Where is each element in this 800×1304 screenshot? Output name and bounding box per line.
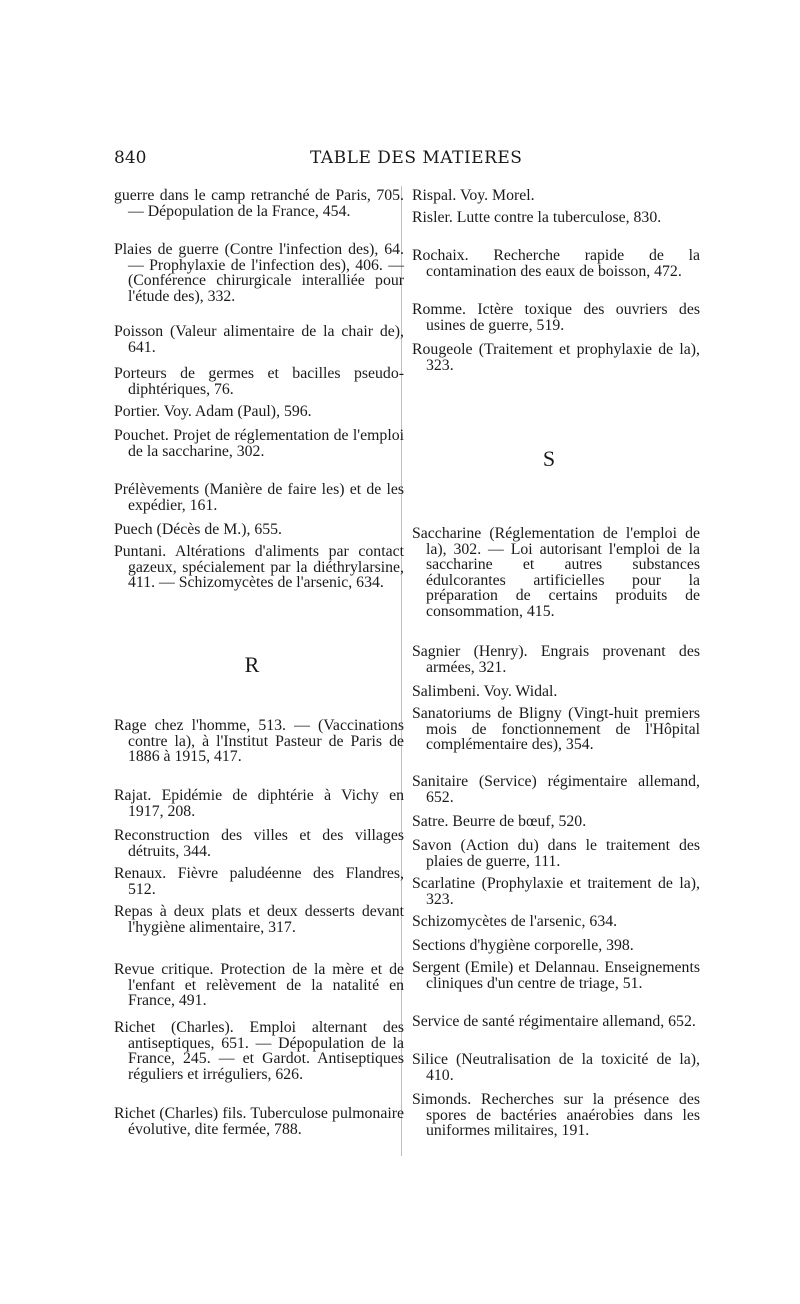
index-entry: Savon (Action du) dans le traitement des plaies de guerre, 111.	[412, 837, 700, 870]
index-entry: Pouchet. Projet de réglementation de l'emploi de la saccharine, 302.	[114, 427, 404, 460]
index-entry: Richet (Charles) fils. Tuberculose pulmonaire évolutive, dite fermée, 788.	[114, 1105, 404, 1138]
index-entry: Reconstruction des villes et des villages détruits, 344.	[114, 827, 404, 860]
index-entry: Poisson (Valeur alimentaire de la chair de), 641.	[114, 323, 404, 356]
index-entry: Simonds. Recherches sur la présence des spores de bactéries anaérobies dans les uniformes militaires, 191.	[412, 1091, 700, 1140]
index-entry: Satre. Beurre de bœuf, 520.	[412, 813, 587, 830]
page-number: 840	[114, 148, 147, 168]
index-entry: Schizomycètes de l'arsenic, 634.	[412, 913, 618, 930]
index-entry: Sagnier (Henry). Engrais provenant des armées, 321.	[412, 643, 700, 676]
index-entry: Portier. Voy. Adam (Paul), 596.	[114, 403, 312, 420]
index-entry: Revue critique. Protection de la mère et de l'enfant et relèvement de la natalité en France, 491.	[114, 961, 404, 1010]
index-entry: Rajat. Epidémie de diphtérie à Vichy en 1917, 208.	[114, 787, 404, 820]
index-entry: Silice (Neutralisation de la toxicité de la), 410.	[412, 1051, 700, 1084]
index-entry: guerre dans le camp retranché de Paris, 705. — Dépopulation de la France, 454.	[114, 187, 404, 220]
running-title: TABLE DES MATIERES	[310, 148, 523, 168]
index-entry: Prélèvements (Manière de faire les) et de les expédier, 161.	[114, 481, 404, 514]
index-entry: Service de santé régimentaire allemand, 652.	[412, 1013, 696, 1030]
section-letter-s: S	[542, 446, 556, 471]
page-header	[0, 148, 800, 178]
index-entry: Scarlatine (Prophylaxie et traitement de la), 323.	[412, 875, 700, 908]
index-entry: Renaux. Fièvre paludéenne des Flandres, 512.	[114, 865, 404, 898]
section-letter-r: R	[244, 652, 260, 677]
index-entry: Richet (Charles). Emploi alternant des antiseptiques, 651. — Dépopulation de la France, 245. — et Gardot. Antiseptiques réguliers et irréguliers, 626.	[114, 1019, 404, 1083]
index-entry: Sections d'hygiène corporelle, 398.	[412, 937, 634, 954]
index-entry: Porteurs de germes et bacilles pseudo-diphtériques, 76.	[114, 365, 404, 398]
index-entry: Repas à deux plats et deux desserts devant l'hygiène alimentaire, 317.	[114, 903, 404, 936]
index-entry: Romme. Ictère toxique des ouvriers des usines de guerre, 519.	[412, 301, 700, 334]
index-entry: Puech (Décès de M.), 655.	[114, 521, 283, 538]
index-entry: Sanitaire (Service) régimentaire allemand, 652.	[412, 773, 700, 806]
index-entry: Rage chez l'homme, 513. — (Vaccinations contre la), à l'Institut Pasteur de Paris de 1886 à 1915, 417.	[114, 717, 404, 766]
index-entry: Risler. Lutte contre la tuberculose, 830.	[412, 209, 662, 226]
index-entry: Saccharine (Réglementation de l'emploi de la), 302. — Loi autorisant l'emploi de la saccharine et autres substances édulcorantes artificielles pour la préparation de certains produits de consommation, 415.	[412, 525, 700, 620]
index-entry: Puntani. Altérations d'aliments par contact gazeux, spécialement par la diéthrylarsine, 411. — Schizomycètes de l'arsenic, 634.	[114, 543, 404, 592]
index-entry: Rispal. Voy. Morel.	[412, 187, 535, 204]
index-entry: Plaies de guerre (Contre l'infection des), 64. — Prophylaxie de l'infection des), 406. — (Conférence chirurgicale interalliée pour l'étude des), 332.	[114, 241, 404, 305]
index-entry: Sergent (Emile) et Delannau. Enseignements cliniques d'un centre de triage, 51.	[412, 959, 700, 992]
index-entry: Salimbeni. Voy. Widal.	[412, 683, 558, 700]
index-entry: Rougeole (Traitement et prophylaxie de la), 323.	[412, 341, 700, 374]
index-entry: Sanatoriums de Bligny (Vingt-huit premiers mois de fonctionnement de l'Hôpital complémentaire des), 354.	[412, 705, 700, 754]
index-entry: Rochaix. Recherche rapide de la contamination des eaux de boisson, 472.	[412, 247, 700, 280]
